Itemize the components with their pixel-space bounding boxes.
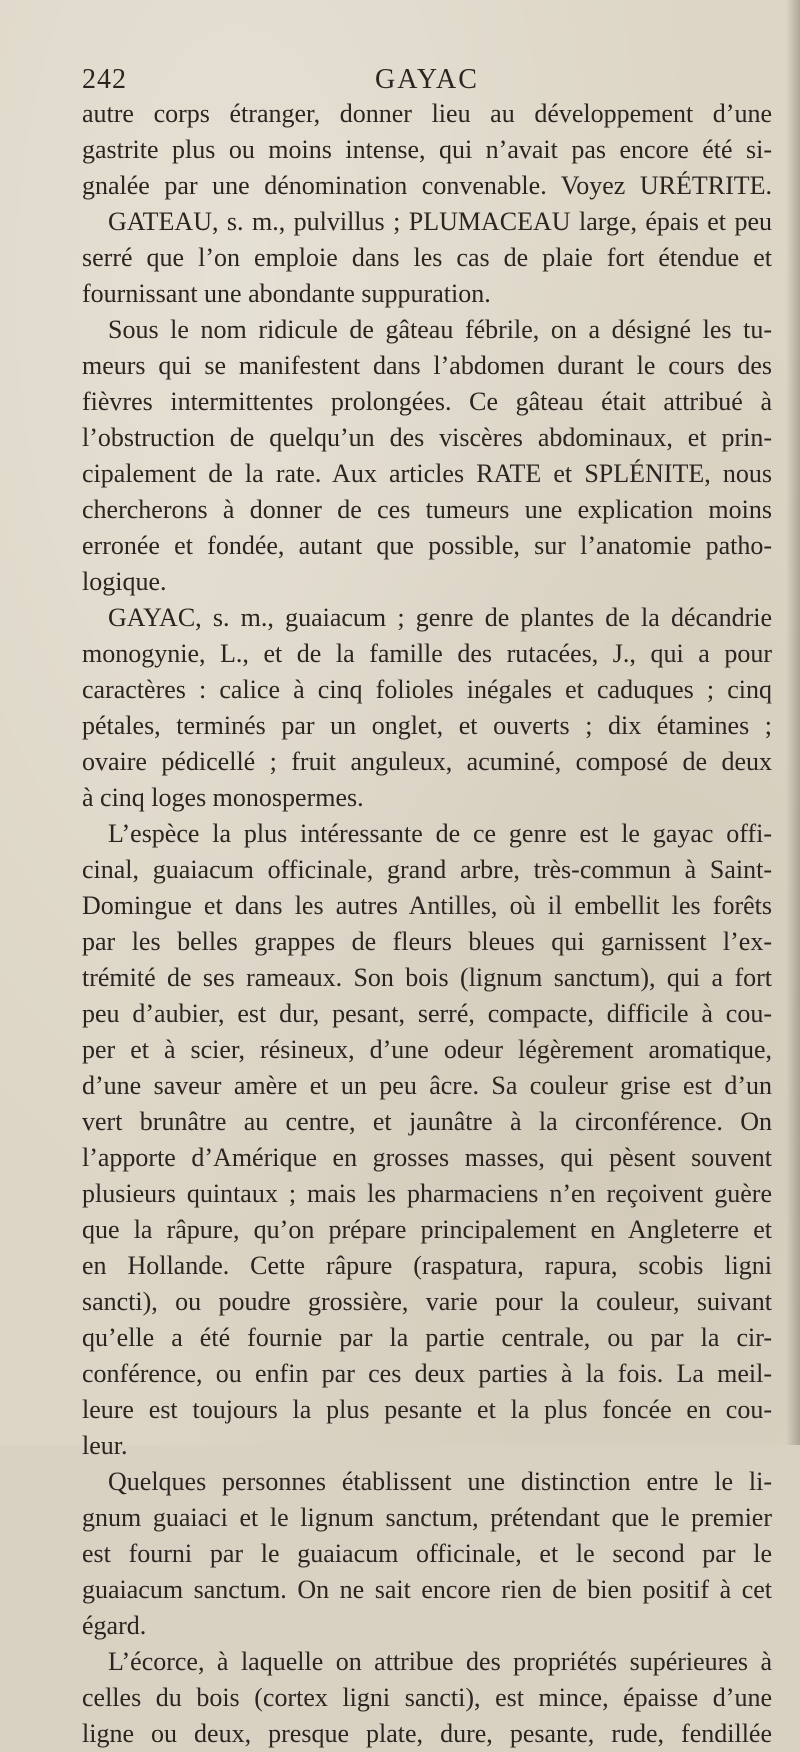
text-line: l’apporte d’Amérique en grosses masses, qui pèsent souvent — [82, 1143, 772, 1172]
page-edge-shadow — [786, 0, 800, 1445]
text-line: conférence, ou enfin par ces deux parties à la fois. La meil- — [82, 1359, 772, 1388]
text-line: gnum guaiaci et le lignum sanctum, prétendant que le premier — [82, 1503, 772, 1532]
text-line: ligne ou deux, presque plate, dure, pesante, rude, fendillée — [82, 1719, 772, 1748]
entry-gayac-line: GAYAC, s. m., guaiacum ; genre de plantes de la décandrie — [108, 603, 772, 632]
text-line: serré que l’on emploie dans les cas de plaie fort étendue et — [82, 243, 772, 272]
text-line: per et à scier, résineux, d’une odeur légèrement aromatique, — [82, 1035, 772, 1064]
text-line: par les belles grappes de fleurs bleues qui garnissent l’ex- — [82, 927, 772, 956]
entry-gateau-line: GATEAU, s. m., pulvillus ; PLUMACEAU large, épais et peu — [108, 207, 772, 236]
text-line: gastrite plus ou moins intense, qui n’avait pas encore été si- — [82, 135, 772, 164]
text-line: cinal, guaiacum officinale, grand arbre, très-commun à Saint- — [82, 855, 772, 884]
text-line: qu’elle a été fournie par la partie centrale, ou par la cir- — [82, 1323, 772, 1352]
text-line: leur. — [82, 1431, 128, 1460]
text-line: caractères : calice à cinq folioles inégales et caduques ; cinq — [82, 675, 772, 704]
text-line: vert brunâtre au centre, et jaunâtre à la circonférence. On — [82, 1107, 772, 1136]
text-line: en Hollande. Cette râpure (raspatura, rapura, scobis ligni — [82, 1251, 772, 1280]
text-line: est fourni par le guaiacum officinale, et le second par le — [82, 1539, 772, 1568]
text-line: fièvres intermittentes prolongées. Ce gâteau était attribué à — [82, 387, 772, 416]
page-number: 242 — [82, 64, 127, 95]
text-line: d’une saveur amère et un peu âcre. Sa couleur grise est d’un — [82, 1071, 772, 1100]
text-line: trémité de ses rameaux. Son bois (lignum sanctum), qui a fort — [82, 963, 772, 992]
running-title: GAYAC — [375, 64, 479, 95]
text-line: sancti), ou poudre grossière, varie pour la couleur, suivant — [82, 1287, 772, 1316]
text-line: ovaire pédicellé ; fruit anguleux, acuminé, composé de deux — [82, 747, 772, 776]
text-line: L’espèce la plus intéressante de ce genre est le gayac offi- — [108, 819, 772, 848]
text-line: Sous le nom ridicule de gâteau fébrile, on a désigné les tu- — [108, 315, 772, 344]
text-line: meurs qui se manifestent dans l’abdomen durant le cours des — [82, 351, 772, 380]
text-line: Quelques personnes établissent une distinction entre le li- — [108, 1467, 772, 1496]
text-line: l’obstruction de quelqu’un des viscères abdominaux, et prin- — [82, 423, 772, 452]
text-line: chercherons à donner de ces tumeurs une explication moins — [82, 495, 772, 524]
text-line: erronée et fondée, autant que possible, sur l’anatomie patho- — [82, 531, 772, 560]
text-line: autre corps étranger, donner lieu au développement d’une — [82, 99, 772, 128]
text-line: fournissant une abondante suppuration. — [82, 279, 491, 308]
text-line: L’écorce, à laquelle on attribue des propriétés supérieures à — [108, 1647, 772, 1676]
body-text — [82, 96, 772, 1752]
text-line: Domingue et dans les autres Antilles, où il embellit les forêts — [82, 891, 772, 920]
text-line: celles du bois (cortex ligni sancti), est mince, épaisse d’une — [82, 1683, 772, 1712]
text-line: égard. — [82, 1611, 147, 1640]
text-line: pétales, terminés par un onglet, et ouverts ; dix étamines ; — [82, 711, 772, 740]
text-line: leure est toujours la plus pesante et la plus foncée en cou- — [82, 1395, 772, 1424]
text-line: cipalement de la rate. Aux articles RATE et SPLÉNITE, nous — [82, 459, 772, 488]
text-line: gnalée par une dénomination convenable. Voyez URÉTRITE. — [82, 171, 772, 200]
text-line: plusieurs quintaux ; mais les pharmaciens n’en reçoivent guère — [82, 1179, 772, 1208]
text-line: guaiacum sanctum. On ne sait encore rien de bien positif à cet — [82, 1575, 772, 1604]
text-line: peu d’aubier, est dur, pesant, serré, compacte, difficile à cou- — [82, 999, 772, 1028]
text-line: que la râpure, qu’on prépare principalement en Angleterre et — [82, 1215, 772, 1244]
text-line: logique. — [82, 567, 167, 596]
running-head — [82, 64, 772, 100]
text-line: à cinq loges monospermes. — [82, 783, 364, 812]
text-line: monogynie, L., et de la famille des rutacées, J., qui a pour — [82, 639, 772, 668]
